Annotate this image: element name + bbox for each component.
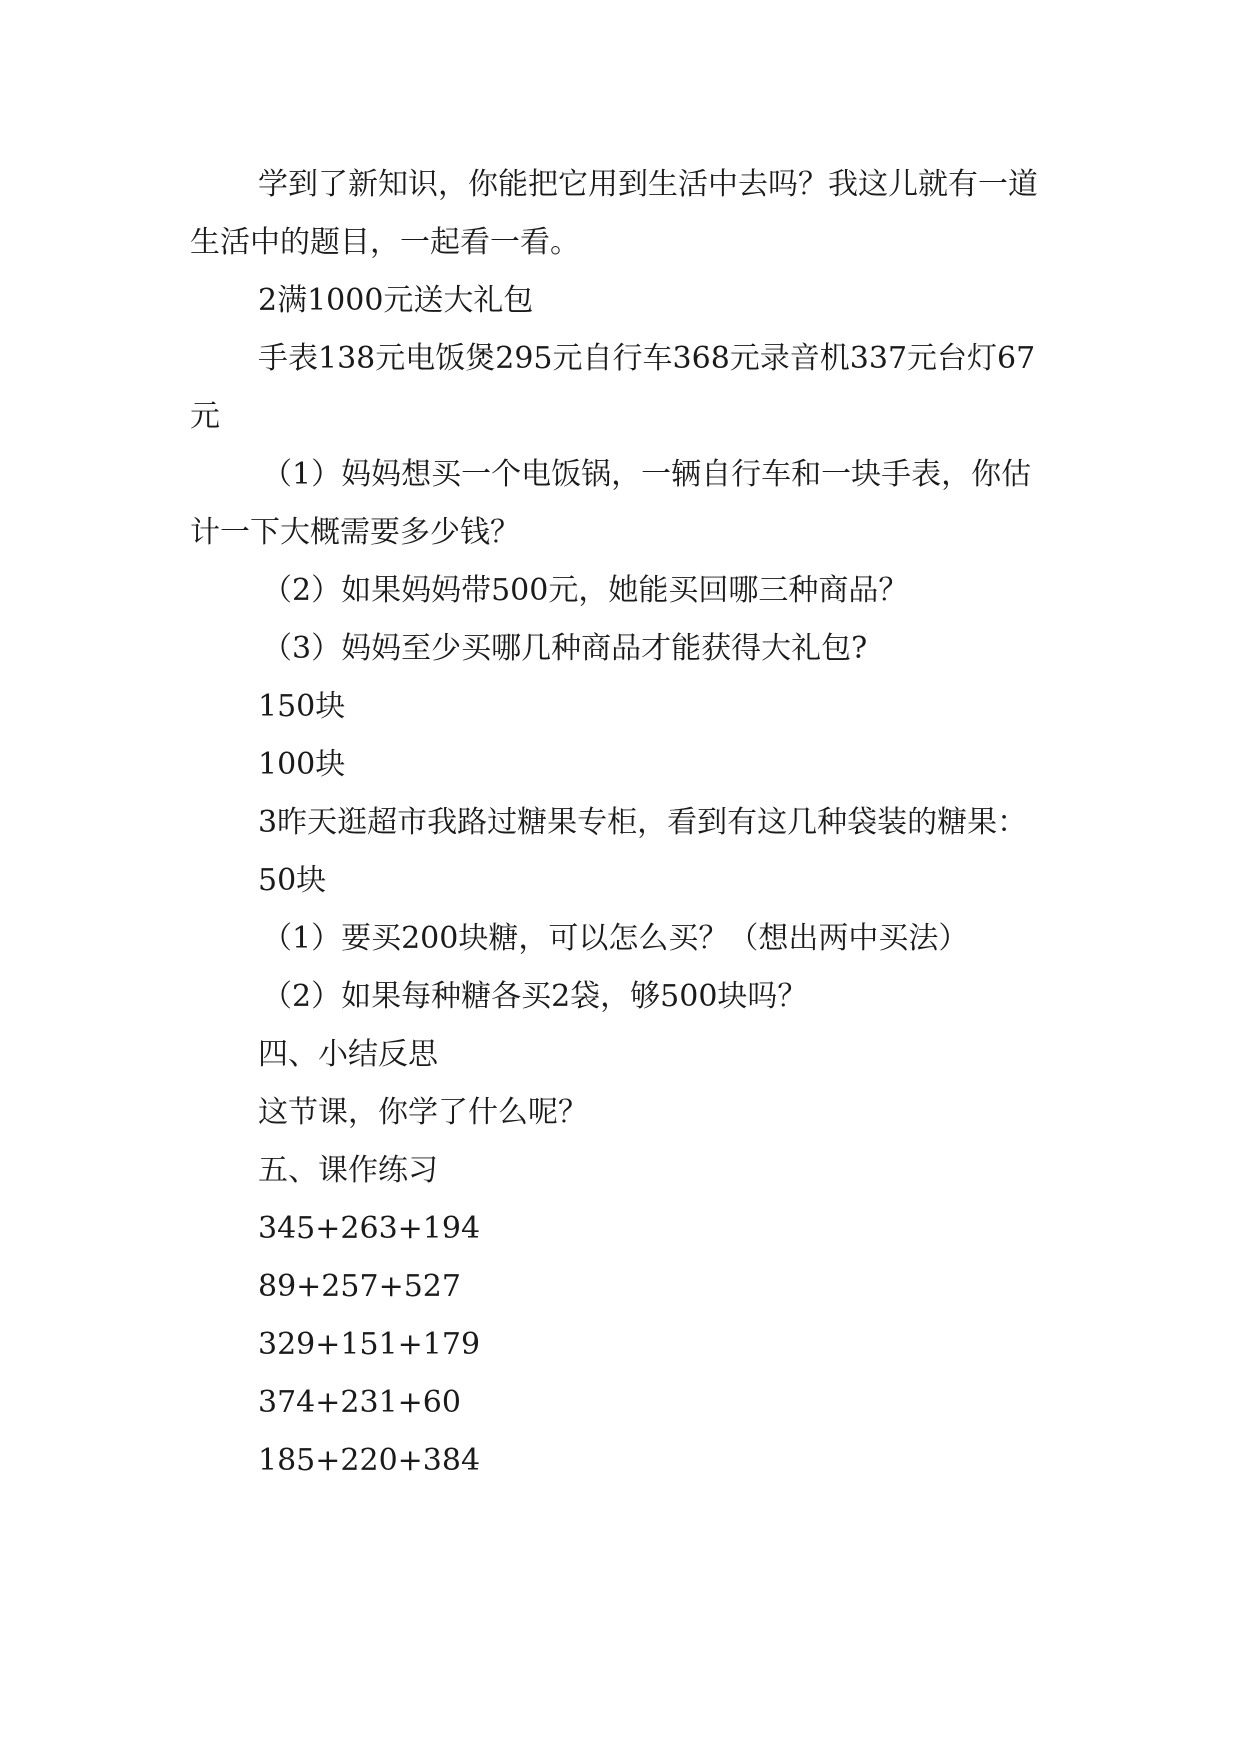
problem-2-title: 2满1000元送大礼包 [258, 283, 534, 318]
problem-2-question-1: （1）妈妈想买一个电饭锅，一辆自行车和一块手表，你估计一下大概需要多少钱？ [190, 457, 1032, 550]
exercise-4: 374+231+60 [258, 1385, 461, 1420]
problem-2-question-3: （3）妈妈至少买哪几种商品才能获得大礼包? [262, 631, 868, 666]
problem-2-question-2: （2）如果妈妈带500元，她能买回哪三种商品？ [262, 573, 909, 608]
document-page [190, 156, 1050, 1490]
section-exercise-heading: 五、课作练习 [258, 1153, 438, 1188]
exercise-1: 345+263+194 [258, 1211, 481, 1246]
problem-3-question-2: （2）如果每种糖各买2袋，够500块吗？ [262, 979, 808, 1014]
exercise-2: 89+257+527 [258, 1269, 461, 1304]
intro-paragraph: 学到了新知识，你能把它用到生活中去吗？我这儿就有一道生活中的题目，一起看一看。 [190, 167, 1038, 260]
problem-3-question-1: （1）要买200块糖，可以怎么买？（想出两中买法） [262, 921, 969, 956]
problem-3-title: 3昨天逛超市我路过糖果专柜，看到有这几种袋装的糖果： [258, 805, 1028, 840]
candy-bag-150: 150块 [258, 689, 346, 724]
exercise-5: 185+220+384 [258, 1443, 481, 1478]
candy-bag-50: 50块 [258, 863, 327, 898]
candy-bag-100: 100块 [258, 747, 346, 782]
summary-question: 这节课，你学了什么呢？ [258, 1095, 588, 1130]
section-summary-heading: 四、小结反思 [258, 1037, 438, 1072]
exercise-3: 329+151+179 [258, 1327, 481, 1362]
product-price-list: 手表138元电饭煲295元自行车368元录音机337元台灯67元 [190, 341, 1036, 434]
